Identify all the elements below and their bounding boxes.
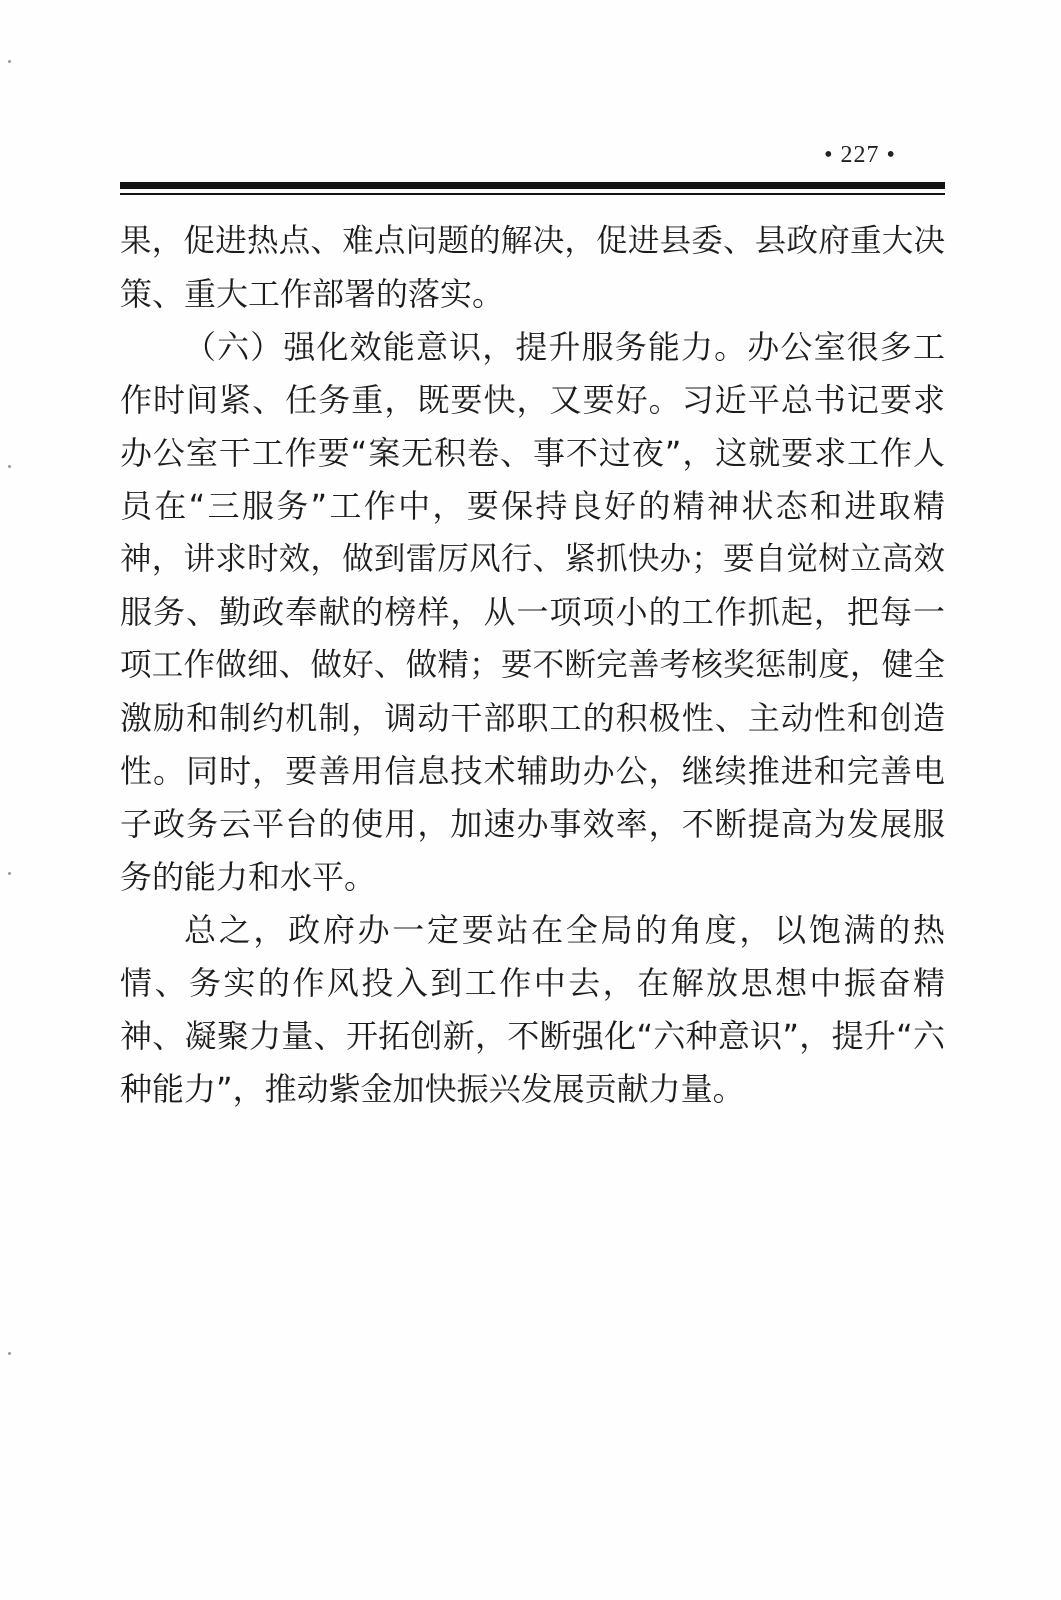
text-line: 果，促进热点、难点问题的解决，促进县委、县政府重大决 bbox=[120, 223, 945, 259]
text-line: 子政务云平台的使用，加速办事效率，不断提高为发展服 bbox=[120, 805, 945, 843]
text-line: 项工作做细、做好、做精；要不断完善考核奖惩制度，健全 bbox=[120, 647, 945, 683]
header-rule-thick bbox=[120, 182, 945, 189]
header-rule-thin bbox=[120, 193, 945, 195]
text-line: 性。同时，要善用信息技术辅助办公，继续推进和完善电 bbox=[120, 752, 945, 790]
scan-speck bbox=[8, 872, 11, 875]
text-line: 总之，政府办一定要站在全局的角度，以饱满的热 bbox=[184, 911, 945, 949]
text-line: 情、务实的作风投入到工作中去，在解放思想中振奋精 bbox=[120, 964, 945, 1002]
text-line: 策、重大工作部署的落实。 bbox=[120, 275, 505, 313]
text-line: 神、凝聚力量、开拓创新，不断强化“六种意识”，提升“六 bbox=[120, 1017, 945, 1055]
body-text bbox=[120, 215, 945, 1116]
text-line: 务的能力和水平。 bbox=[120, 858, 377, 896]
scan-edge-marks bbox=[8, 0, 11, 1600]
text-line: 员在“三服务”工作中，要保持良好的精神状态和进取精 bbox=[120, 487, 945, 525]
text-line: 种能力”，推动紫金加快振兴发展贡献力量。 bbox=[120, 1070, 745, 1108]
scan-speck bbox=[8, 60, 11, 63]
text-line: 激励和制约机制，调动干部职工的积极性、主动性和创造 bbox=[120, 699, 945, 737]
scan-speck bbox=[8, 1352, 11, 1355]
scan-speck bbox=[8, 465, 11, 468]
text-line: 作时间紧、任务重，既要快，又要好。习近平总书记要求 bbox=[120, 381, 945, 419]
text-line: 办公室干工作要“案无积卷、事不过夜”，这就要求工作人 bbox=[120, 434, 945, 472]
page-number: • 227 • bbox=[824, 142, 896, 168]
text-line: （六）强化效能意识，提升服务能力。办公室很多工 bbox=[184, 328, 945, 366]
text-line: 服务、勤政奉献的榜样，从一项项小的工作抓起，把每一 bbox=[120, 593, 945, 631]
text-line: 神，讲求时效，做到雷厉风行、紧抓快办；要自觉树立高效 bbox=[120, 541, 945, 577]
